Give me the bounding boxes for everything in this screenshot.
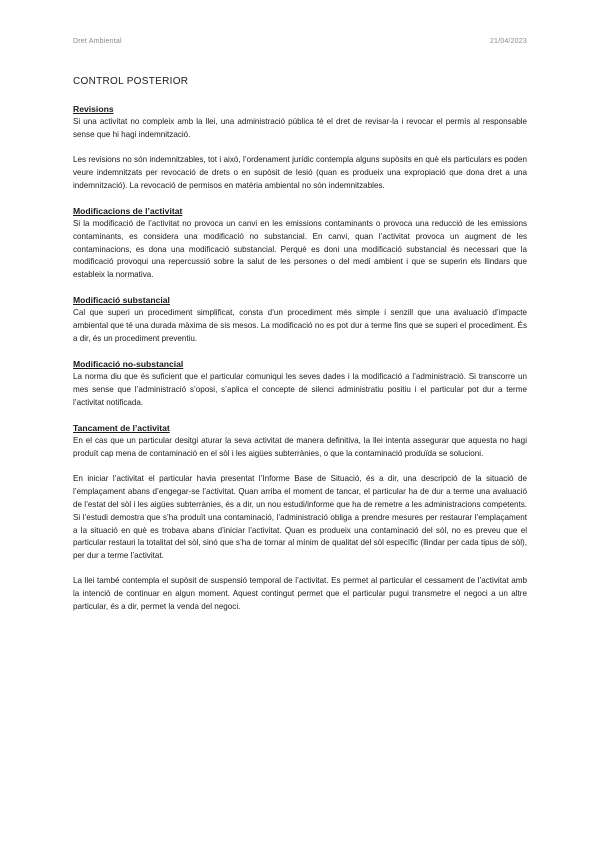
paragraph: Cal que superi un procediment simplificat, consta d’un procediment més simple i senzill que una avaluació d’impacte ambiental que té una durada màxima de sis mesos. La modificació no es pot dur a terme fins que se superi el procediment. És a dir, és un procediment preventiu. — [73, 308, 527, 344]
paragraph: En el cas que un particular desitgi aturar la seva activitat de manera definitiva, la llei intenta assegurar que aquesta no hagi produït cap mena de contaminació en el sòl i les aigües subterrànies, o que la contaminació produïda se solucioni. — [73, 436, 527, 459]
section-heading: Modificacions de l’activitat — [73, 205, 183, 216]
section-heading: Modificació no-substancial — [73, 359, 184, 370]
section-heading: Modificació substancial — [73, 295, 170, 306]
paragraph: La llei també contempla el supòsit de suspensió temporal de l’activitat. Es permet al particular el cessament de l’activitat amb la intenció de continuar en algun moment. Aquest contingut permet que el particular pugui transmetre el negoci a un altre particular, és a dir, permet la venda del negoci. — [73, 576, 527, 612]
page-header — [73, 38, 527, 50]
document-title: CONTROL POSTERIOR — [73, 76, 189, 87]
section-tancament — [73, 422, 527, 614]
section-modificacio-no-substancial — [73, 358, 527, 409]
section-heading: Tancament de l’activitat — [73, 423, 170, 434]
paragraph: Si una activitat no compleix amb la llei, una administració pública té el dret de revisar-la i revocar el permís al responsable sense que hi hagi indemnització. — [73, 117, 527, 139]
section-heading: Revisions — [73, 104, 114, 114]
section-modificacions — [73, 205, 527, 282]
paragraph: Si la modificació de l’activitat no provoca un canvi en les emissions contaminants o provoca una reducció de les emissions contaminants, es considera una modificació no substancial. En canvi, quan l’activitat provoca un augment de les contaminacions, es dona una modificació substancial. Perquè es doni una modificació substancial és necessari que la modificació provoqui una repercussió sobre la salut de les persones o del medi ambient i que se superin els llindars que estableix la normativa. — [73, 218, 527, 280]
paragraph: Les revisions no són indemnitzables, tot i això, l’ordenament jurídic contempla alguns supòsits en què els particulars es poden veure indemnitzats per revocació de drets o en supòsit de lesió (quan es produeix una expropiació que dona dret a una indemnització). La revocació de permisos en matèria ambiental no són indemnitzables. — [73, 155, 527, 190]
paragraph: La norma diu que és suficient que el particular comuniqui les seves dades i la modificació a l’administració. Si transcorre un mes sense que l’administració s’oposi, s’aplica el concepte de silenci administratiu positiu i el particular pot dur a terme l’activitat notificada. — [73, 372, 527, 407]
header-date: 21/04/2023 — [489, 38, 527, 45]
header-course-name: Dret Ambiental — [73, 38, 122, 45]
section-revisions — [73, 103, 527, 192]
paragraph: En iniciar l’activitat el particular havia presentat l’Informe Base de Situació, és a dir, una descripció de la situació de l’emplaçament abans d’engegar-se l’activitat. Quan arriba el moment de tancar, el particular ha de dur a terme una avaluació de l’estat del sòl i les aigües subterrànies, és a dir, un nou estudi/informe que ha de remetre a les administracions competents. Si l’estudi demostra que s’ha produït una contaminació, l’administració obliga a prendre mesures per restaurar l’emplaçament a la situació en què es trobava abans d’iniciar l’activitat. Quan es produeix una contaminació del sòl, no es preveu que el particular restauri la totalitat del sòl, sinó que s’ha de tornar al mínim de qualitat del sòl específic (llindar per cada tipus de sòl), per dur a terme l’activitat. — [73, 474, 527, 561]
section-modificacio-substancial — [73, 294, 527, 345]
document-body — [73, 76, 527, 614]
